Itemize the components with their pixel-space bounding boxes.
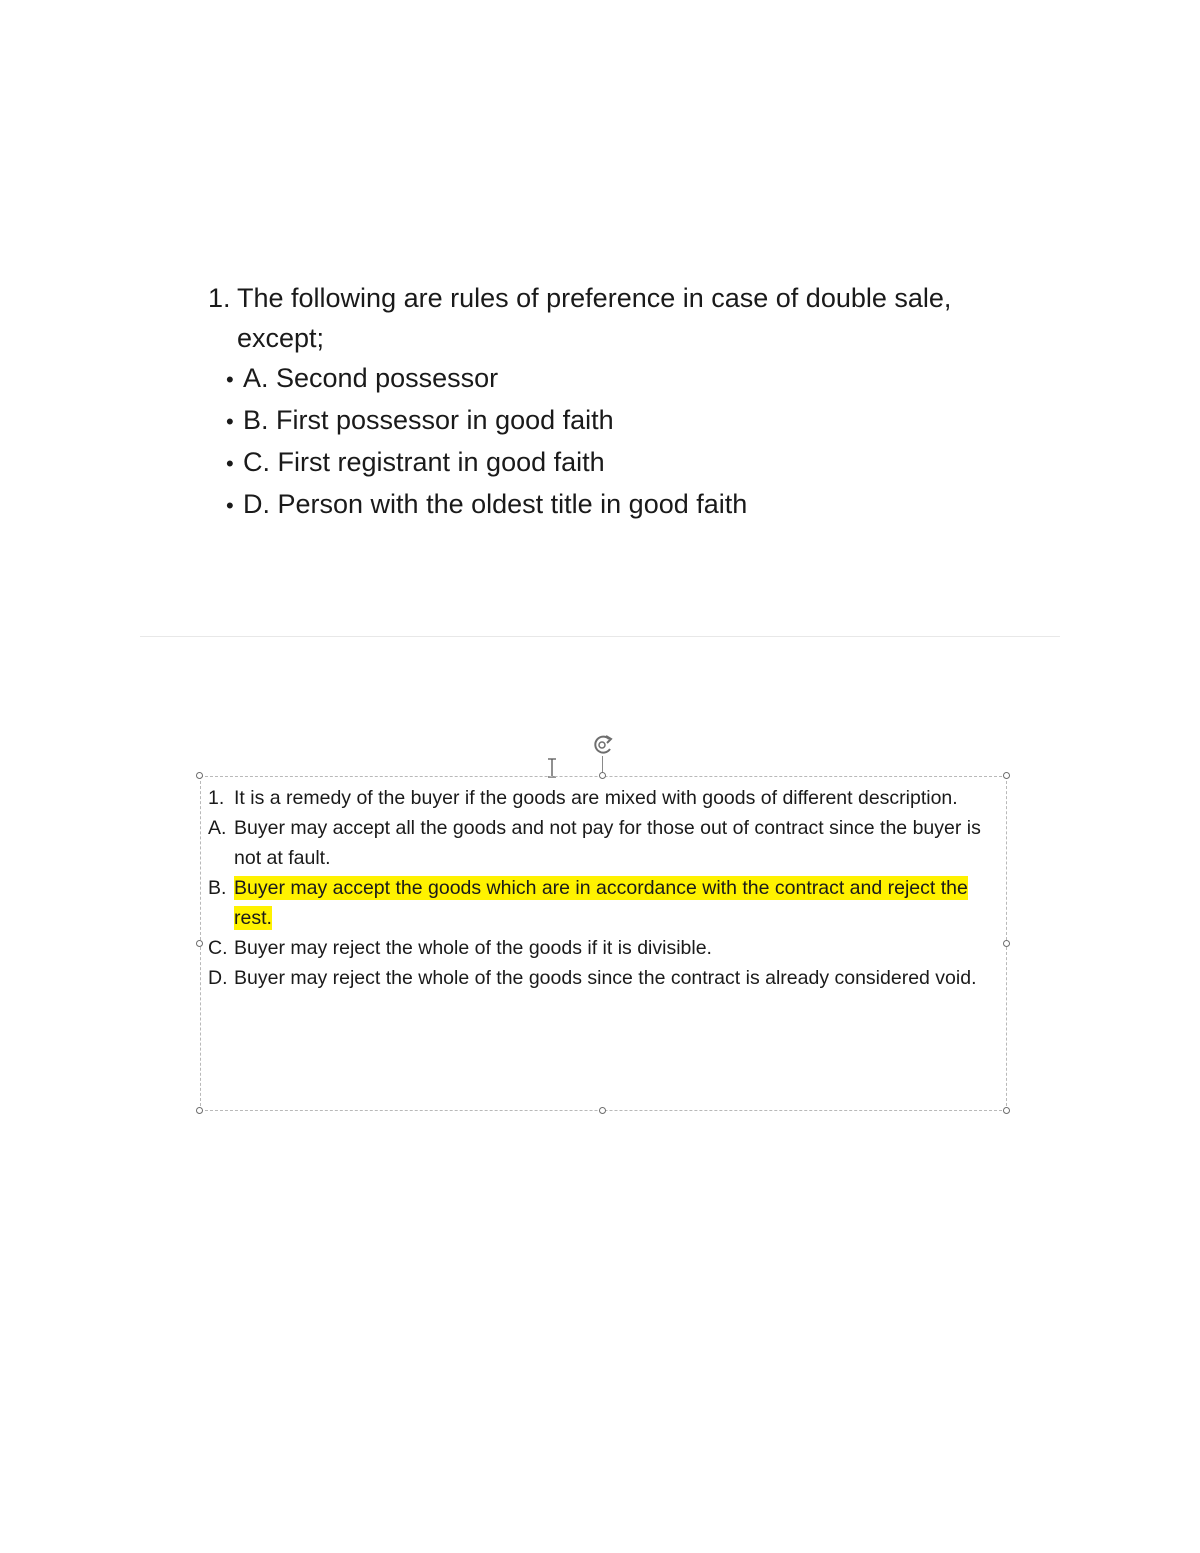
question-one-options bbox=[208, 358, 1028, 526]
question-two-option-b bbox=[208, 873, 1008, 933]
text-cursor-icon bbox=[546, 758, 558, 778]
bullet-icon: • bbox=[226, 409, 234, 434]
option-label: A. bbox=[208, 817, 227, 839]
rotate-handle-stem bbox=[602, 756, 603, 773]
question-two-option-c bbox=[208, 933, 1008, 963]
option-text: Buyer may accept all the goods and not pay for those out of contract since the buyer is not at fault. bbox=[234, 817, 981, 869]
option-text: C. First registrant in good faith bbox=[243, 447, 605, 477]
question-two-stem: It is a remedy of the buyer if the goods are mixed with goods of different description. bbox=[234, 787, 958, 809]
option-text: Buyer may reject the whole of the goods if it is divisible. bbox=[234, 937, 712, 959]
option-text: A. Second possessor bbox=[243, 363, 499, 393]
question-one bbox=[208, 278, 1028, 526]
resize-handle-top-left[interactable] bbox=[196, 772, 203, 779]
bullet-icon: • bbox=[226, 493, 234, 518]
highlighted-answer: Buyer may accept the goods which are in accordance with the contract and reject the rest. bbox=[234, 877, 968, 929]
question-one-option-d bbox=[226, 484, 1028, 526]
bullet-icon: • bbox=[226, 451, 234, 476]
option-label: D. bbox=[208, 967, 228, 989]
resize-handle-top-right[interactable] bbox=[1003, 772, 1010, 779]
option-label: C. bbox=[208, 937, 228, 959]
question-one-option-a bbox=[226, 358, 1028, 400]
option-text: Buyer may reject the whole of the goods since the contract is already considered void. bbox=[234, 967, 977, 989]
question-one-stem-row bbox=[208, 278, 1028, 358]
resize-handle-top-middle[interactable] bbox=[599, 772, 606, 779]
option-label: B. bbox=[208, 877, 227, 899]
option-text: D. Person with the oldest title in good faith bbox=[243, 489, 748, 519]
question-one-option-c bbox=[226, 442, 1028, 484]
question-two-number: 1. bbox=[208, 787, 225, 809]
question-one-stem: The following are rules of preference in case of double sale, except; bbox=[237, 283, 952, 353]
page-divider bbox=[140, 636, 1060, 637]
resize-handle-bottom-left[interactable] bbox=[196, 1107, 203, 1114]
rotate-handle-icon[interactable] bbox=[590, 733, 616, 757]
resize-handle-bottom-right[interactable] bbox=[1003, 1107, 1010, 1114]
resize-handle-bottom-middle[interactable] bbox=[599, 1107, 606, 1114]
question-two[interactable] bbox=[208, 783, 1008, 993]
option-text: B. First possessor in good faith bbox=[243, 405, 614, 435]
question-two-option-a bbox=[208, 813, 1008, 873]
option-text-wrapper bbox=[234, 873, 1008, 933]
bullet-icon: • bbox=[226, 367, 234, 392]
question-one-option-b bbox=[226, 400, 1028, 442]
resize-handle-middle-left[interactable] bbox=[196, 940, 203, 947]
question-one-number: 1. bbox=[208, 283, 231, 313]
question-two-option-d bbox=[208, 963, 1008, 993]
question-two-stem-row bbox=[208, 783, 1008, 813]
